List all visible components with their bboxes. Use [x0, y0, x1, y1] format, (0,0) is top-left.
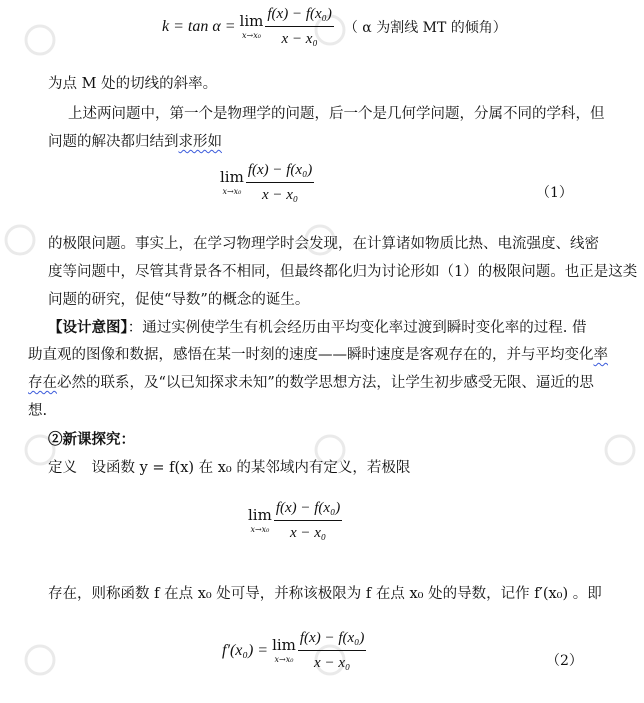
limit-operator: lim x→x₀	[239, 12, 264, 40]
fraction	[246, 162, 314, 204]
equation-number: （2）	[546, 653, 583, 669]
paragraph-line: 的极限问题。事实上，在学习物理学时会发现，在计算诸如物质比热、电流强度、线密	[48, 236, 599, 252]
spellcheck-underline: 率	[593, 347, 608, 363]
design-intent-line: 【设计意图】：通过实例使学生有机会经历由平均变化率过渡到瞬时变化率的过程. 借	[48, 319, 587, 336]
limit-operator: lim x→x₀	[272, 636, 296, 664]
fraction	[274, 500, 342, 542]
fraction-numerator: f(x) − f(x₀)	[267, 6, 332, 22]
paragraph-line: 想.	[28, 403, 48, 419]
paragraph-line: 助直观的图像和数据，感悟在某一时刻的速度——瞬时速度是客观存在的，并与平均变化率	[28, 347, 608, 363]
limit-operator: lim x→x₀	[220, 168, 244, 196]
equation-2-derivative	[222, 630, 368, 672]
fraction-numerator: f(x) − f(x₀)	[247, 162, 313, 178]
equation-tangent-slope	[162, 6, 507, 48]
limit-operator: lim x→x₀	[248, 506, 272, 534]
fraction-denominator: x − x₀	[314, 655, 351, 671]
equation-lhs: f′(x₀) =	[222, 642, 269, 659]
definition-line: 定义 设函数 y = f(x) 在 x₀ 的某邻域内有定义，若极限	[48, 460, 411, 476]
spellcheck-underline: 求形如	[178, 134, 222, 150]
fraction	[265, 6, 333, 48]
fraction-numerator: f(x) − f(x₀)	[299, 630, 365, 646]
text-line: 为点 M 处的切线的斜率。	[48, 76, 218, 92]
equation-number: （1）	[536, 185, 573, 201]
fraction-denominator: x − x₀	[289, 525, 327, 541]
paragraph-line: 问题的解决都归结到求形如	[48, 134, 222, 150]
equation-lhs: k = tan α =	[162, 18, 236, 35]
paragraph-line: 上述两问题中，第一个是物理学的问题，后一个是几何学问题，分属不同的学科，但	[68, 106, 605, 122]
equation-limit	[248, 500, 344, 542]
equation-1	[220, 162, 316, 204]
fraction-numerator: f(x) − f(x₀)	[275, 500, 341, 516]
paragraph-line: 问题的研究，促使“导数”的概念的诞生。	[48, 292, 310, 308]
equation-note: （ α 为割线 MT 的倾角）	[343, 20, 507, 36]
fraction-denominator: x − x₀	[261, 187, 299, 203]
design-intent-label: 【设计意图】	[48, 319, 128, 336]
paragraph-line: 度等问题中，尽管其背景各不相同，但最终都化归为讨论形如（1）的极限问题。也正是这类	[48, 264, 638, 280]
paragraph-line: 存在必然的联系，及“以已知探求未知”的数学思想方法，让学生初步感受无限、逼近的思	[28, 375, 594, 391]
spellcheck-underline: 存在	[28, 375, 57, 391]
paragraph-line: 存在，则称函数 f 在点 x₀ 处可导，并称该极限为 f 在点 x₀ 处的导数，记作 f′(x₀) 。即	[48, 586, 602, 602]
section-title: ②新课探究：	[48, 431, 135, 448]
fraction-denominator: x − x₀	[281, 31, 318, 47]
fraction	[298, 630, 366, 672]
